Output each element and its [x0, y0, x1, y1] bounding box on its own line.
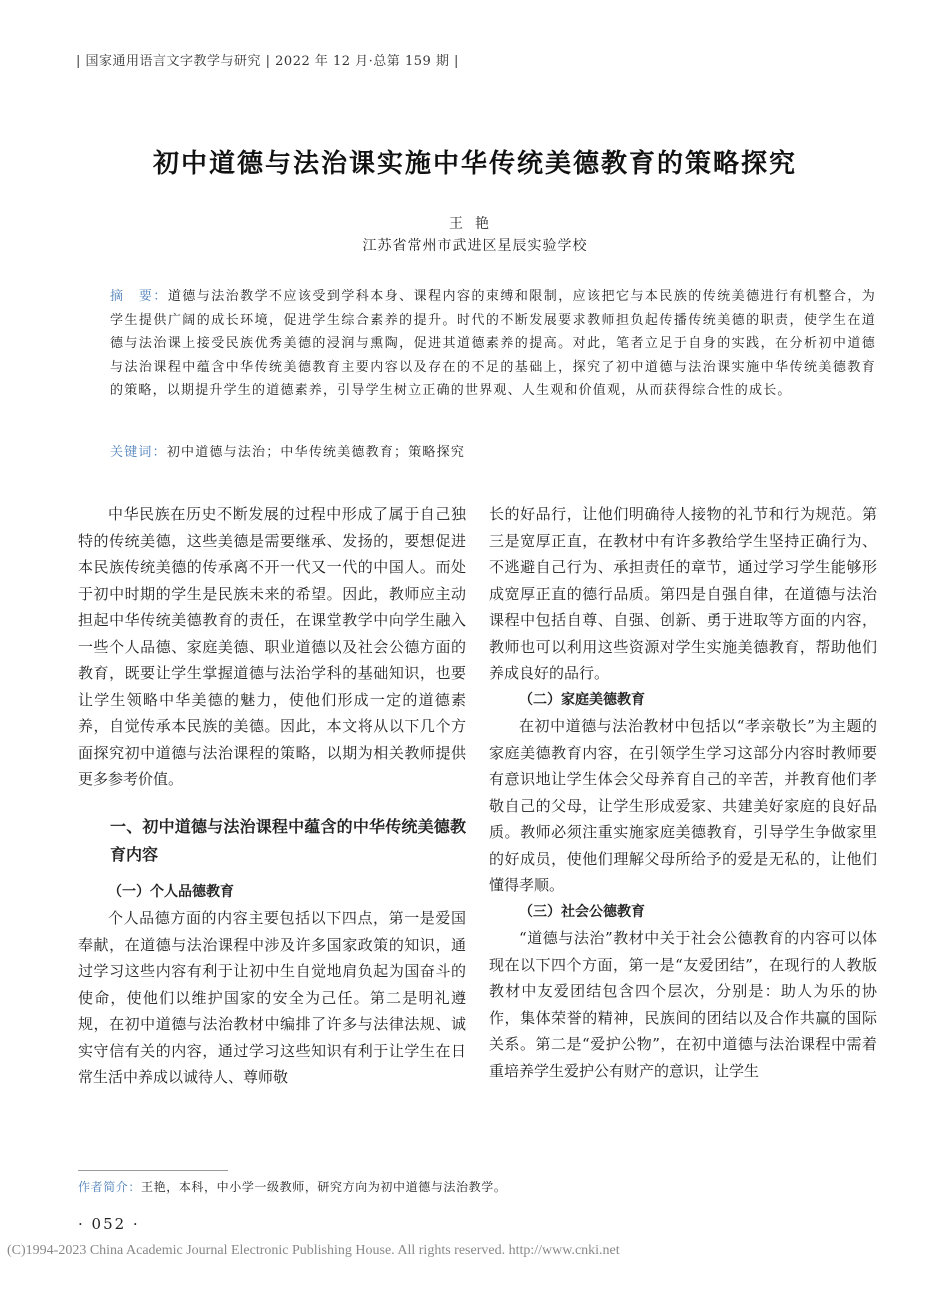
footnote-text: 王艳，本科，中小学一级教师，研究方向为初中道德与法治教学。: [141, 1180, 507, 1194]
copyright-notice: (C)1994-2023 China Academic Journal Electronic Publishing House. All rights reserved. http://www.cnki.net: [7, 1243, 620, 1258]
abstract-text: 道德与法治教学不应该受到学科本身、课程内容的束缚和限制，应该把它与本民族的传统美德进行有机整合，为学生提供广阔的成长环境，促进学生综合素养的提升。时代的不断发展要求教师担负起传播传统美德的职责，使学生在道德与法治课上接受民族优秀美德的浸润与熏陶，促进其道德素养的提高。对此，笔者立足于自身的实践，在分析初中道德与法治课程中蕴含中华传统美德教育主要内容以及存在的不足的基础上，探究了初中道德与法治课实施中华传统美德教育的策略，以期提升学生的道德素养，引导学生树立正确的世界观、人生观和价值观，从而获得综合性的成长。: [110, 289, 876, 398]
intro-paragraph: 中华民族在历史不断发展的过程中形成了属于自己独特的传统美德，这些美德是需要继承、发扬的，要想促进本民族传统美德的传承离不开一代又一代的中国人。而处于初中时期的学生是民族未来的希望。因此，教师应主动担起中华传统美德教育的责任，在课堂教学中向学生融入一些个人品德、家庭美德、职业道德以及社会公德方面的教育，既要让学生掌握道德与法治学科的基础知识，也要让学生领略中华美德的魅力，使他们形成一定的道德素养，自觉传承本民族的美德。因此，本文将从以下几个方面探究初中道德与法治课程的策略，以期为相关教师提供更多参考价值。: [78, 505, 466, 788]
subsection-heading-social: （三）社会公德教育: [519, 903, 645, 920]
social-virtue-paragraph: “道德与法治”教材中关于社会公德教育的内容可以体现在以下四个方面，第一是“友爱团结”，在现行的人教版教材中友爱团结包含四个层次，分别是：助人为乐的协作，集体荣誉的精神，民族间的团结以及合作共赢的国际关系。第二是“爱护公物”，在初中道德与法治课程中需着重培养学生爱护公有财产的意识，让学生: [489, 929, 877, 1080]
personal-virtue-paragraph: 个人品德方面的内容主要包括以下四点，第一是爱国奉献，在道德与法治课程中涉及许多国家政策的知识，通过学习这些内容有利于让初中生自觉地肩负起为国奋斗的使命，使他们以维护国家的安全为己任。第二是明礼遵规，在初中道德与法治教材中编排了许多与法律法规、诚实守信有关的内容，通过学习这些知识有利于让学生在日常生活中养成以诚待人、尊师敬: [78, 909, 466, 1086]
right-column: [489, 501, 877, 1084]
left-column: [78, 501, 466, 1091]
page-number: · 052 ·: [78, 1215, 140, 1233]
subsection-heading-personal: （一）个人品德教育: [108, 883, 234, 900]
keywords-text: 初中道德与法治；中华传统美德教育；策略探究: [166, 445, 466, 460]
keywords: [110, 441, 465, 460]
keywords-label: 关键词：: [110, 445, 167, 460]
footnote-divider: [78, 1170, 228, 1171]
running-header: | 国家通用语言文字教学与研究 | 2022 年 12 月·总第 159 期 |: [76, 54, 459, 69]
author-footnote: [78, 1178, 506, 1195]
abstract-label: 摘 要：: [110, 289, 168, 304]
footnote-label: 作者简介：: [78, 1180, 142, 1194]
section-heading-1: 一、初中道德与法治课程中蕴含的中华传统美德教育内容: [110, 816, 466, 864]
author-name: 王艳: [449, 216, 501, 232]
subsection-heading-family: （二）家庭美德教育: [519, 691, 645, 708]
article-title: 初中道德与法治课实施中华传统美德教育的策略探究: [152, 149, 797, 179]
abstract: [110, 285, 876, 403]
personal-virtue-paragraph-cont: 长的好品行，让他们明确待人接物的礼节和行为规范。第三是宽厚正直，在教材中有许多教给学生坚持正确行为、不逃避自己行为、承担责任的章节，通过学习学生能够形成宽厚正直的德行品质。第四是自强自律，在道德与法治课程中包括自尊、自强、创新、勇于进取等方面的内容，教师也可以利用这些资源对学生实施美德教育，帮助他们养成良好的品行。: [489, 505, 877, 682]
family-virtue-paragraph: 在初中道德与法治教材中包括以“孝亲敬长”为主题的家庭美德教育内容，在引领学生学习这部分内容时教师要有意识地让学生体会父母养育自己的辛苦，并教育他们孝敬自己的父母，让学生形成爱家、共建美好家庭的良好品质。教师必须注重实施家庭美德教育，引导学生争做家里的好成员，使他们理解父母所给予的爱是无私的，让他们懂得孝顺。: [489, 717, 877, 894]
author-affiliation: 江苏省常州市武进区星辰实验学校: [362, 238, 588, 254]
